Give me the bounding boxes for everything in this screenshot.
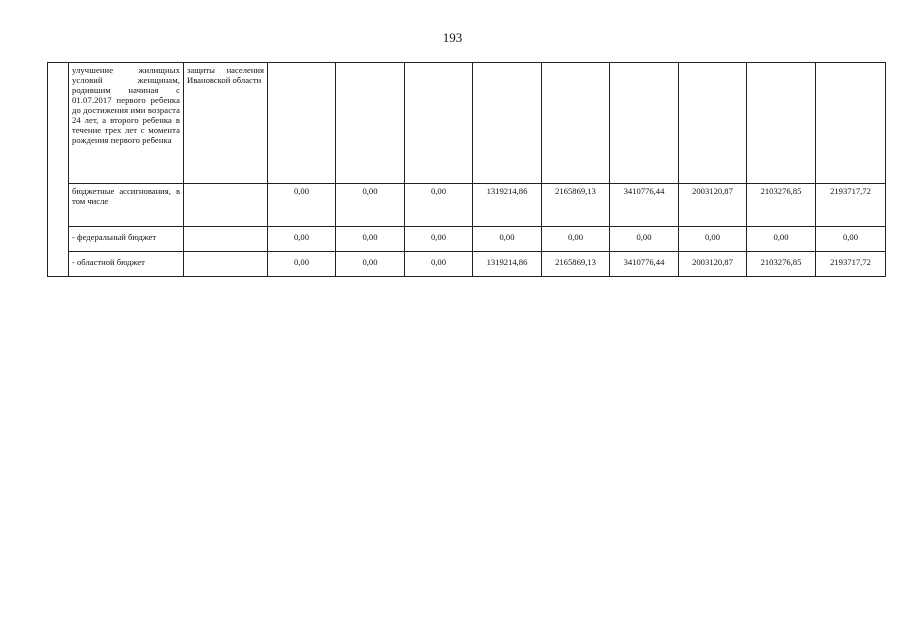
value-cell: 0,00 <box>747 227 816 252</box>
empty-cell <box>336 63 405 184</box>
table-row-federal <box>48 227 886 252</box>
value-cell: 0,00 <box>610 227 679 252</box>
value-cell: 0,00 <box>336 227 405 252</box>
value-cell: 1319214,86 <box>473 252 542 277</box>
empty-cell <box>747 63 816 184</box>
executor-cell: защиты населения Ивановской области <box>184 63 268 184</box>
value-cell: 0,00 <box>405 227 473 252</box>
value-cell: 0,00 <box>405 252 473 277</box>
value-cell: 0,00 <box>268 184 336 227</box>
value-cell: 0,00 <box>816 227 886 252</box>
value-cell: 0,00 <box>336 252 405 277</box>
value-cell: 2165869,13 <box>542 252 610 277</box>
empty-cell <box>184 184 268 227</box>
value-cell: 0,00 <box>268 252 336 277</box>
value-cell: 0,00 <box>405 184 473 227</box>
row-label: - федеральный бюджет <box>69 227 184 252</box>
budget-table <box>47 62 886 277</box>
table-row-regional <box>48 252 886 277</box>
index-cell <box>48 63 69 277</box>
table-row-total <box>48 184 886 227</box>
empty-cell <box>473 63 542 184</box>
value-cell: 2103276,85 <box>747 252 816 277</box>
value-cell: 0,00 <box>679 227 747 252</box>
value-cell: 2193717,72 <box>816 252 886 277</box>
value-cell: 3410776,44 <box>610 184 679 227</box>
empty-cell <box>184 252 268 277</box>
value-cell: 1319214,86 <box>473 184 542 227</box>
empty-cell <box>405 63 473 184</box>
value-cell: 2003120,87 <box>679 184 747 227</box>
empty-cell <box>542 63 610 184</box>
value-cell: 2103276,85 <box>747 184 816 227</box>
value-cell: 2003120,87 <box>679 252 747 277</box>
value-cell: 3410776,44 <box>610 252 679 277</box>
value-cell: 0,00 <box>336 184 405 227</box>
value-cell: 0,00 <box>542 227 610 252</box>
value-cell: 0,00 <box>268 227 336 252</box>
empty-cell <box>268 63 336 184</box>
empty-cell <box>184 227 268 252</box>
value-cell: 2193717,72 <box>816 184 886 227</box>
empty-cell <box>679 63 747 184</box>
page-number: 193 <box>442 30 463 45</box>
row-label: бюджетные ассигнования, в том числе <box>69 184 184 227</box>
table-row-description <box>48 63 886 184</box>
description-cell: улучшение жилищных условий женщинам, родившим начиная с 01.07.2017 первого ребенка до достижения ими возраста 24 лет, а второго ребенка в течение трех лет с момента рождения первого ребенка <box>69 63 184 184</box>
value-cell: 0,00 <box>473 227 542 252</box>
row-label: - областной бюджет <box>69 252 184 277</box>
empty-cell <box>816 63 886 184</box>
value-cell: 2165869,13 <box>542 184 610 227</box>
empty-cell <box>610 63 679 184</box>
